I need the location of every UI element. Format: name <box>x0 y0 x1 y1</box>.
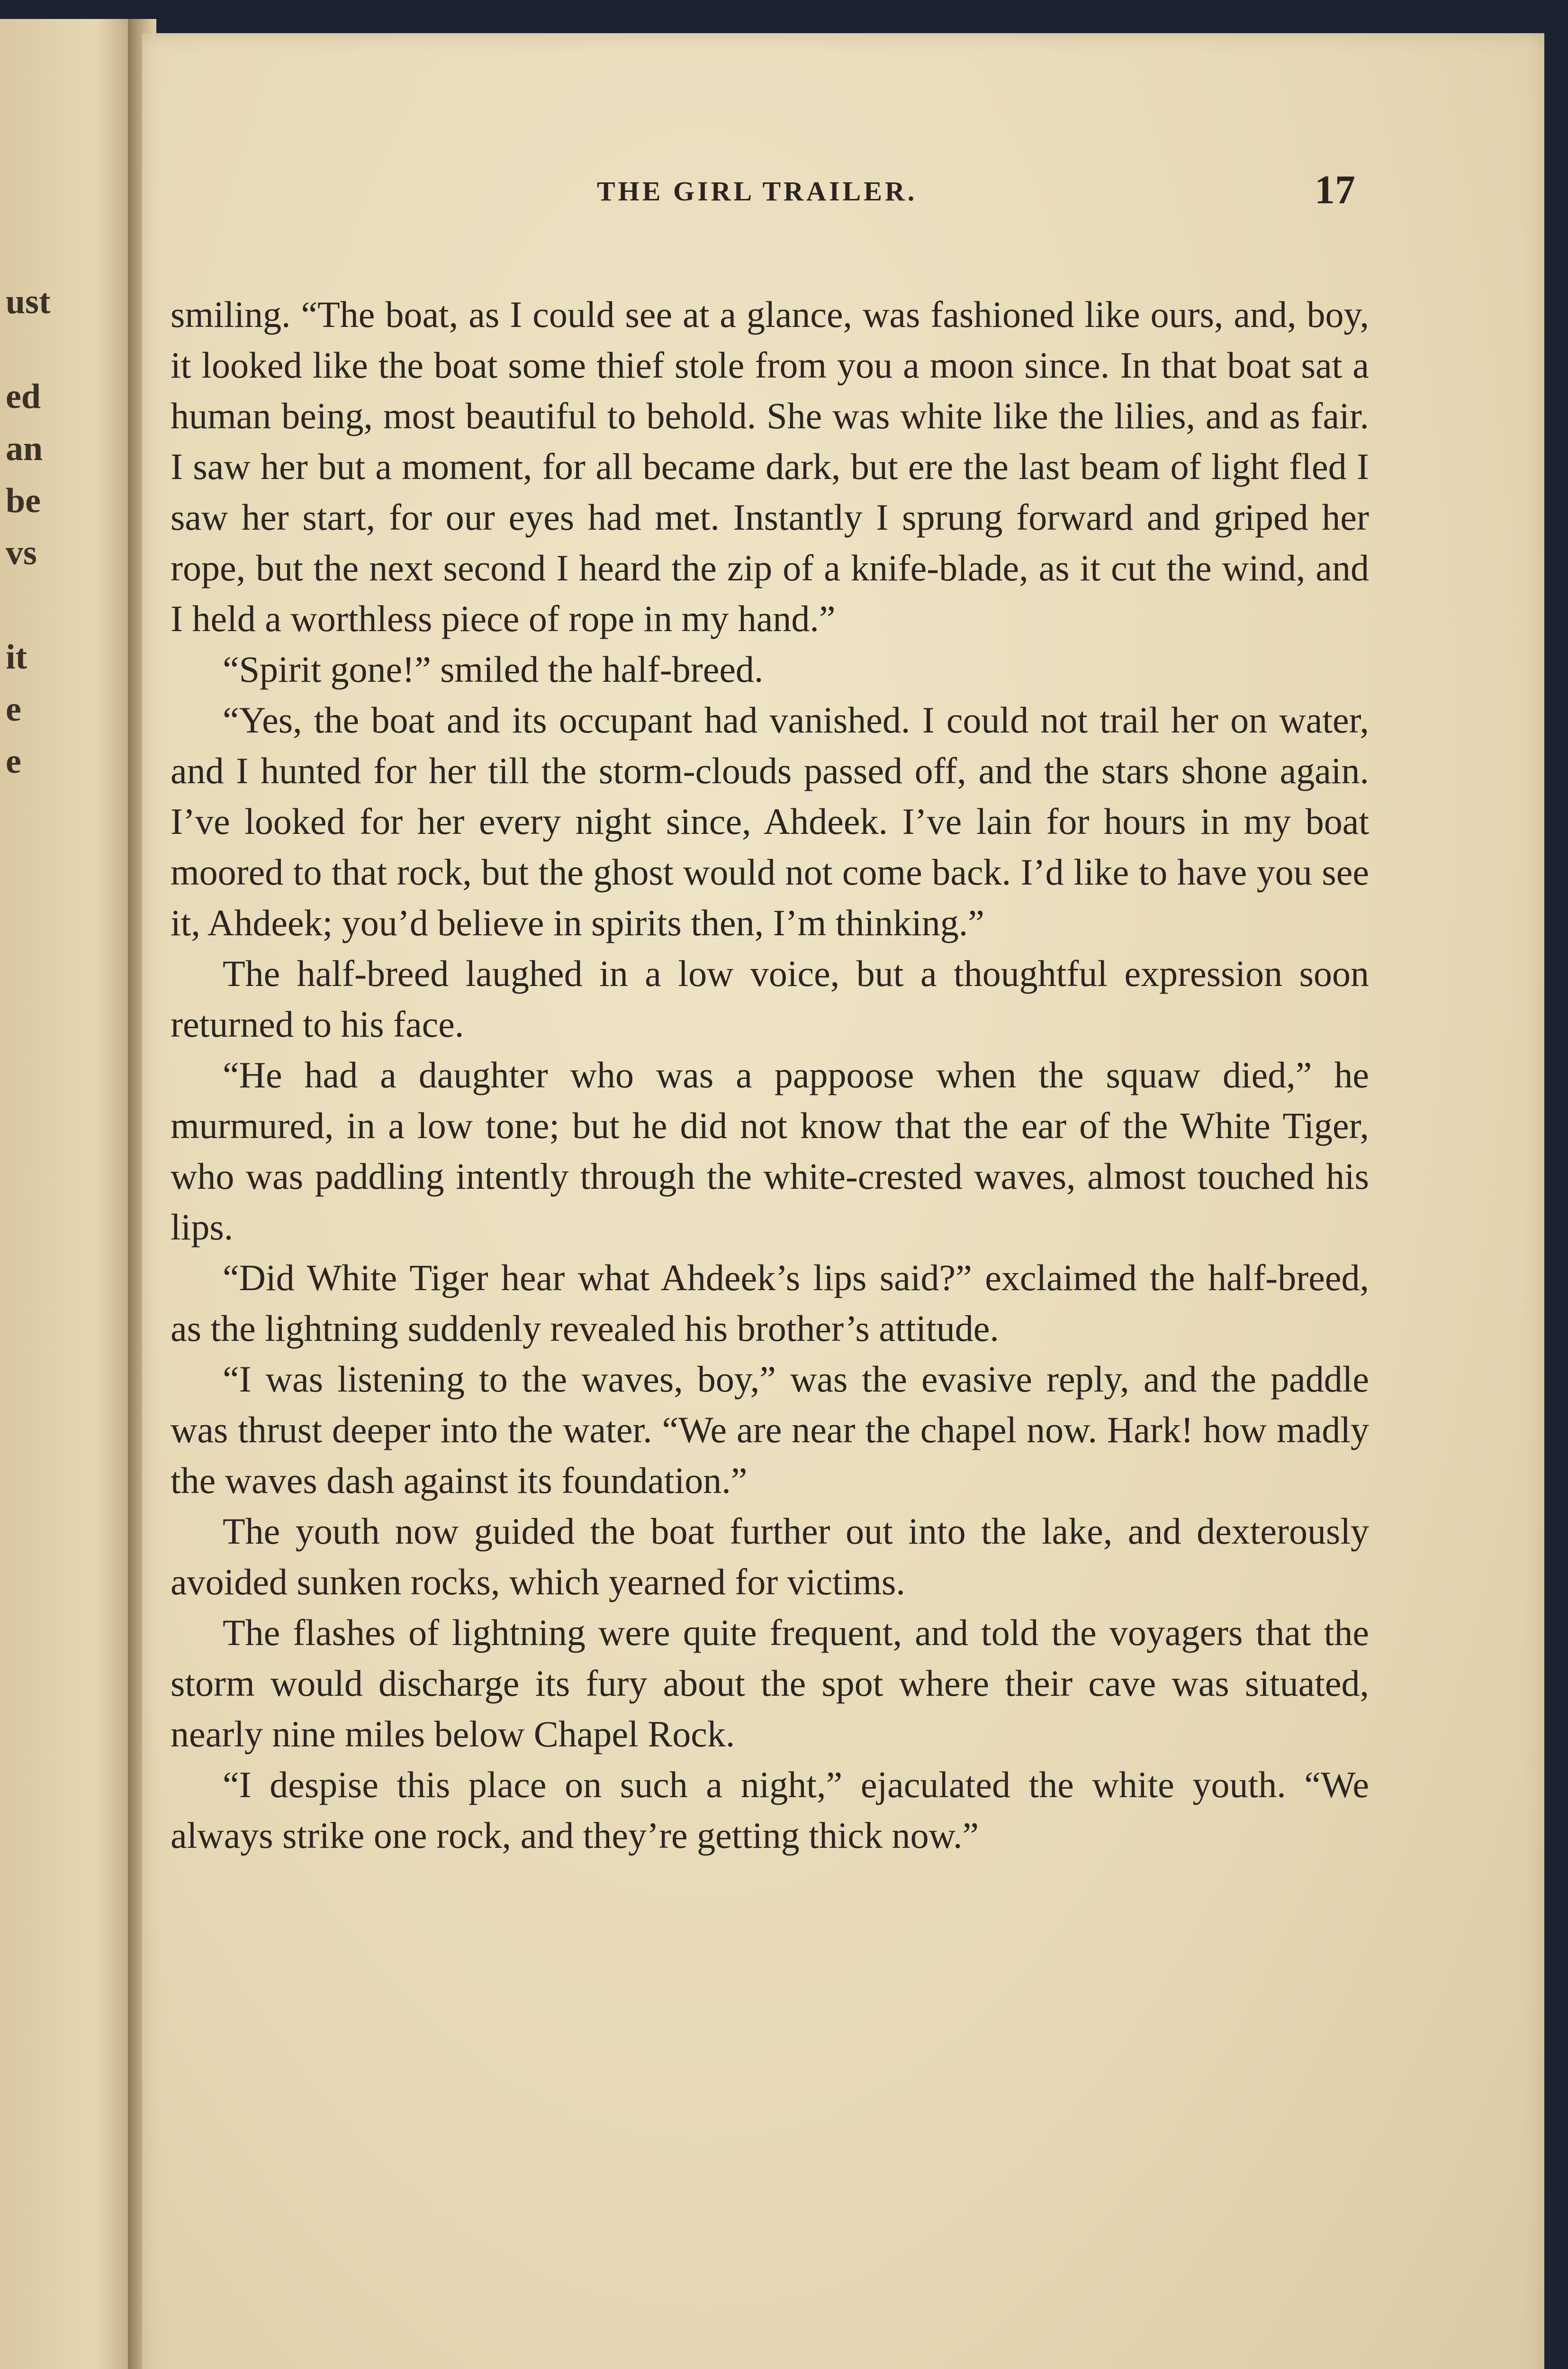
paragraph: “He had a daughter who was a pappoose when the squaw died,” he murmured, in a low tone; but he did not know that the ear of the White Tiger, who was paddling intently through the white-crested waves, almost touched his lips. <box>171 1054 1369 1248</box>
left-page-fragment: e <box>6 690 21 729</box>
left-page-fragment: ust <box>6 282 51 321</box>
left-page-fragment: vs <box>6 533 37 572</box>
paragraph: “Spirit gone!” smiled the half-breed. <box>223 649 764 690</box>
page-header <box>142 166 1544 218</box>
paragraph: smiling. “The boat, as I could see at a glance, was fashioned like ours, and, boy, it looked like the boat some thief stole from you a moon since. In that boat sat a human being, most beautiful to behold. She was white like the lilies, and as fair. I saw her but a moment, for all became dark, but ere the last beam of light fled I saw her start, for our eyes had met. Instantly I sprung forward and griped her rope, but the next second I heard the zip of a knife-blade, as it cut the wind, and I held a worthless piece of rope in my hand.” <box>171 294 1369 639</box>
paragraph: The flashes of lightning were quite frequent, and told the voyagers that the storm would discharge its fury about the spot where their cave was situated, nearly nine miles below Chapel Rock. <box>171 1612 1369 1754</box>
left-page-fragment: it <box>6 638 27 677</box>
left-page-fragment: ed <box>6 377 41 416</box>
paragraph: The half-breed laughed in a low voice, but a thoughtful expression soon returned to his face. <box>171 953 1369 1045</box>
body-text <box>171 289 1369 1861</box>
running-title: THE GIRL TRAILER. <box>597 176 918 207</box>
paragraph: “I despise this place on such a night,” ejaculated the white youth. “We always strike one rock, and they’re getting thick now.” <box>171 1764 1369 1856</box>
left-page-fragment: be <box>6 481 41 520</box>
book-page <box>142 33 1544 2369</box>
left-page-edge <box>0 19 137 2369</box>
page-number: 17 <box>1315 167 1355 212</box>
paragraph: “Yes, the boat and its occupant had vanished. I could not trail her on water, and I hunted for her till the storm-clouds passed off, and the stars shone again. I’ve looked for her every night since, Ahdeek. I’ve lain for hours in my boat moored to that rock, but the ghost would not come back. I’d like to have you see it, Ahdeek; you’d believe in spirits then, I’m thinking.” <box>171 699 1369 943</box>
paragraph: “Did White Tiger hear what Ahdeek’s lips said?” exclaimed the half-breed, as the lightning suddenly revealed his brother’s attitude. <box>171 1257 1369 1349</box>
left-page-fragment: e <box>6 742 21 781</box>
paragraph: “I was listening to the waves, boy,” was the evasive reply, and the paddle was thrust deeper into the water. “We are near the chapel now. Hark! how madly the waves dash against its foundation.” <box>171 1358 1369 1501</box>
paragraph: The youth now guided the boat further out into the lake, and dexterously avoided sunken rocks, which yearned for victims. <box>171 1510 1369 1602</box>
left-page-fragment: an <box>6 429 43 468</box>
